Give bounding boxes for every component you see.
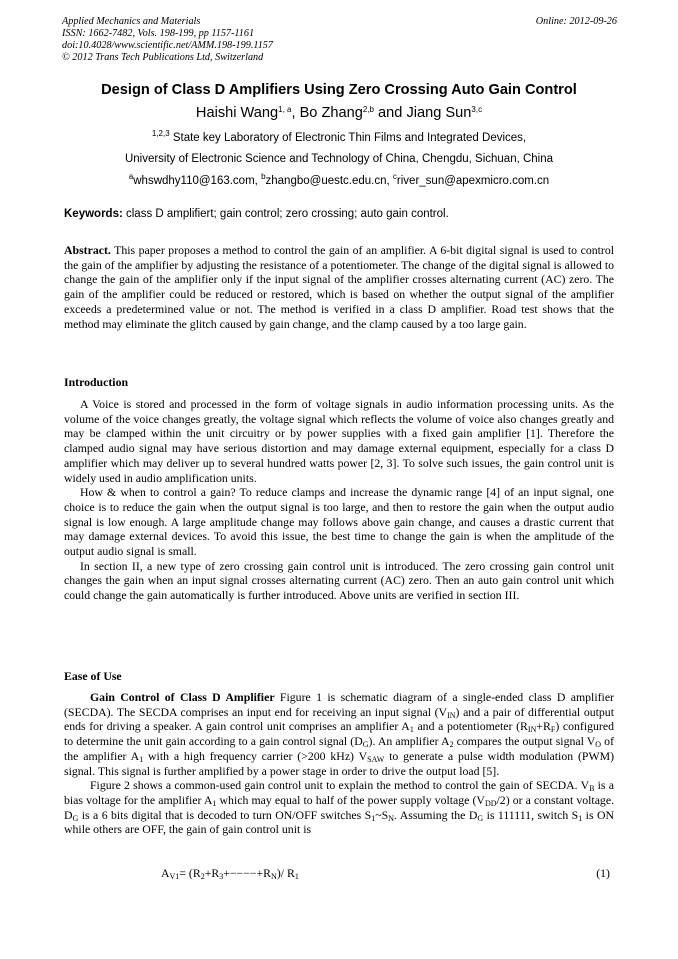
- journal-header: [62, 16, 617, 64]
- online-date: Online: 2012-09-26: [535, 16, 617, 27]
- keywords-text: class D amplifiert; gain control; zero crossing; auto gain control.: [122, 208, 449, 220]
- copyright-line: © 2012 Trans Tech Publications Ltd, Switzerland: [62, 52, 264, 63]
- author-list: [0, 105, 678, 121]
- email: river_sun@apexmicro.com.cn: [396, 175, 550, 187]
- intro-paragraph: A Voice is stored and processed in the form of voltage signals in audio information processing units. As the volume of the voice changes greatly, the voltage signal which reflects the volume of voice also changes greatly and may be clamped within the unit circuitry or by power supplies with a fixed gain amplifier [1]. Therefore the clamped audio signal may have serious distortion and may damage external equipment, especially for a class D amplifier which may deliver up to several hundred watts power [2, 3]. To solve such issues, the gain control unit is widely used in audio amplification units.: [64, 397, 614, 485]
- affiliation-text: State key Laboratory of Electronic Thin Films and Integrated Devices,: [169, 132, 527, 144]
- equation-lhs-sub: V1: [169, 872, 180, 881]
- author-separator: ,: [291, 105, 300, 121]
- abstract: [64, 243, 614, 331]
- affiliation-line-2: University of Electronic Science and Technology of China, Chengdu, Sichuan, China: [124, 153, 554, 165]
- intro-paragraph: How & when to control a gain? To reduce clamps and increase the dynamic range [4] of an input signal, one choice is to reduce the gain when the output signal is too large, and then to restore the gain when the output audio signal is low enough. A large amplitude change may follows above gain change, and causes a drastic current that may damage external devices. To avoid this issue, the best time to change the gain is when the amplitude of the output audio signal is small.: [64, 485, 614, 559]
- doi-line: doi:10.4028/www.scientific.net/AMM.198-199.1157: [62, 40, 273, 51]
- affiliation-line-1: [0, 129, 678, 144]
- keywords: [64, 208, 449, 220]
- section-heading-introduction: Introduction: [64, 375, 129, 389]
- equation-lhs: A: [161, 866, 170, 880]
- affiliation-sup: 1,2,3: [151, 129, 170, 138]
- abstract-label: Abstract.: [64, 243, 111, 257]
- header-left: [62, 16, 617, 64]
- author-sup: 3,c: [471, 105, 483, 114]
- introduction-body: [64, 397, 614, 603]
- equation-number: (1): [596, 866, 610, 880]
- author-separator: and: [374, 105, 407, 121]
- email-sup: c: [392, 172, 397, 181]
- author-name: Jiang Sun: [406, 105, 472, 121]
- email: whswdhy110@163.com,: [133, 175, 262, 187]
- equation-rhs: R: [286, 866, 295, 880]
- ease-paragraph: Gain Control of Class D Amplifier Figure 1 is schematic diagram of a single-ended class D amplifier (SECDA). The SECDA comprises an input end for receiving an input signal $(V_{IN})$ and a pair of differential output ends for driving a speaker. A gain control unit comprises an amplifier $A_1$ and a potentiometer $(R_{IN}+R_F)$ configured to determine the unit gain according to a gain control signal $(D_G)$. An amplifier $A_2$ compares the output signal $V_O$ of the amplifier $A_1$ with a high frequency carrier (>200 kHz) $V_{SAW}$ to generate a pulse width modulation (PWM) signal. This signal is further amplified by a power stage in order to drive the output load [5].: [64, 690, 614, 778]
- email: zhangbo@uestc.edu.cn,: [265, 175, 393, 187]
- author-name: Bo Zhang: [299, 105, 363, 121]
- email-sup: b: [261, 172, 266, 181]
- ease-of-use-body: [64, 690, 614, 837]
- equation-formula: $A_{V1}= (R_2+R_3+----+R_N)/$ $R_1$: [161, 866, 299, 881]
- ease-paragraph: Figure 2 shows a common-used gain control unit to explain the method to control the gain of SECDA. $V_B$ is a bias voltage for the amplifier $A_1$ which may equal to half of the power supply voltage $(V_{DD}/2)$ or a constant voltage. $D_G$ is a 6 bits digital that is decoded to turn ON/OFF switches $S_1\sim S_N$. Assuming the $D_G$ is 111111, switch $S_1$ is ON while others are OFF, the gain of gain control unit is: [64, 778, 615, 837]
- author-sup: 1, a: [278, 105, 292, 114]
- author-name: Haishi Wang: [195, 105, 279, 121]
- keywords-label: Keywords:: [64, 208, 123, 220]
- email-sup: a: [128, 172, 134, 181]
- journal-name: Applied Mechanics and Materials: [62, 16, 201, 27]
- subsection-title: Gain Control of Class D Amplifier: [90, 690, 275, 704]
- issn-line: ISSN: 1662-7482, Vols. 198-199, pp 1157-1161: [62, 28, 255, 39]
- equation-eq: = (R: [179, 866, 201, 880]
- paper-title: Design of Class D Amplifiers Using Zero Crossing Auto Gain Control: [101, 82, 577, 98]
- author-sup: 2,b: [362, 105, 374, 114]
- email-line: [0, 172, 678, 187]
- section-heading-ease-of-use: Ease of Use: [64, 669, 122, 683]
- ease-text: Figure 2 shows a common-used gain control unit to explain the method to control the gain of SECDA. V: [90, 778, 590, 793]
- abstract-text: This paper proposes a method to control the gain of an amplifier. A 6-bit digital signal is used to control the gain of the amplifier by adjusting the resistance of a potentiometer. The change of the digital signal is allowed to change the gain of the amplifier only if the input signal of the amplifier crosses alternating current (AC) zero. The gain of the amplifier could be reduced or restored, which is based on whether the output signal of the amplifier exceeds a predetermined value or not. The method is verified in a class D amplifier. Road test shows that the method may eliminate the glitch caused by gain change, and the clamp caused by a too large gain.: [64, 243, 614, 331]
- intro-paragraph: In section II, a new type of zero crossing gain control unit is introduced. The zero crossing gain control unit changes the gain when an input signal crosses alternating current (AC) zero. Then an auto gain control unit which could change the gain automatically is further introduced. Above units are verified in section III.: [64, 558, 614, 603]
